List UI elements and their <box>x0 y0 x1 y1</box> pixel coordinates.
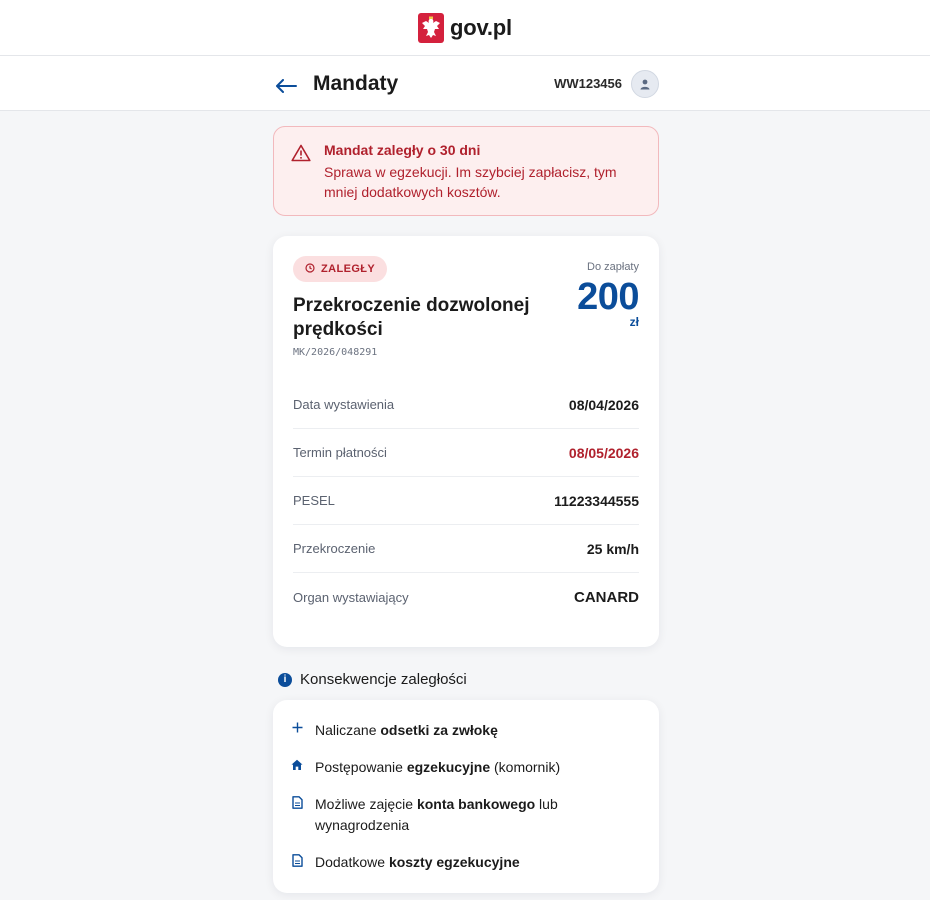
eagle-emblem-icon <box>418 13 444 43</box>
user-id: WW123456 <box>554 76 622 91</box>
detail-row-issue-date <box>293 381 639 429</box>
detail-label: Termin płatności <box>293 445 387 460</box>
due-currency: zł <box>629 315 639 329</box>
detail-label: Organ wystawiający <box>293 589 409 605</box>
detail-label: Przekroczenie <box>293 541 376 556</box>
detail-label: PESEL <box>293 493 335 508</box>
list-item <box>291 757 639 778</box>
document-icon <box>291 854 303 867</box>
home-icon <box>291 759 303 771</box>
brand-name: gov.pl <box>450 14 512 40</box>
due-amount: 200 <box>577 276 639 318</box>
alert-text: Sprawa w egzekucji. Im szybciej zapłacisz, tym mniej dodatkowych kosztów. <box>324 164 617 200</box>
detail-row-payment-deadline <box>293 429 639 477</box>
list-item-text: Możliwe zajęcie konta bankowego lub wynagrodzenia <box>315 796 558 833</box>
ticket-title: Przekroczenie dozwolonej prędkości <box>293 295 530 340</box>
detail-row-pesel <box>293 477 639 525</box>
amount-due <box>577 261 639 329</box>
top-bar <box>0 0 930 56</box>
page-header <box>0 56 930 111</box>
list-item-text: Dodatkowe koszty egzekucyjne <box>315 854 520 870</box>
info-icon: i <box>278 673 292 687</box>
due-label: Do zapłaty <box>587 261 639 273</box>
status-badge <box>293 256 387 282</box>
consequences-card <box>273 700 659 893</box>
detail-value: CANARD <box>574 588 639 606</box>
overdue-alert <box>273 126 659 216</box>
list-item-text: Naliczane odsetki za zwłokę <box>315 722 498 738</box>
list-item <box>291 794 639 836</box>
gov-logo[interactable] <box>418 13 512 43</box>
list-item <box>291 720 639 741</box>
list-item <box>291 852 639 873</box>
back-arrow-icon[interactable] <box>273 73 299 99</box>
consequences-title: Konsekwencje zaległości <box>300 671 467 688</box>
ticket-card <box>273 236 659 647</box>
detail-value: 25 km/h <box>586 540 639 557</box>
detail-value: 08/05/2026 <box>568 444 639 461</box>
case-number: MK/2026/048291 <box>293 347 378 358</box>
detail-value: 08/04/2026 <box>568 396 639 413</box>
detail-value: 11223344555 <box>554 492 639 509</box>
alert-title: Mandat zaległy o 30 dni <box>324 142 481 158</box>
main-content <box>273 126 659 893</box>
detail-row-speeding <box>293 525 639 573</box>
detail-label: Data wystawienia <box>293 397 395 412</box>
document-icon <box>291 796 303 809</box>
detail-row-issuing-authority <box>293 573 639 621</box>
status-label: ZALEGŁY <box>321 263 376 275</box>
ticket-details <box>293 381 639 621</box>
plus-icon <box>291 722 303 733</box>
user-avatar-icon[interactable] <box>631 70 659 98</box>
list-item-text: Postępowanie egzekucyjne (komornik) <box>315 759 561 775</box>
consequences-heading <box>273 671 659 688</box>
clock-icon <box>305 263 315 276</box>
warning-icon <box>291 144 311 167</box>
user-menu[interactable] <box>554 70 659 98</box>
page-title: Mandaty <box>313 71 399 95</box>
